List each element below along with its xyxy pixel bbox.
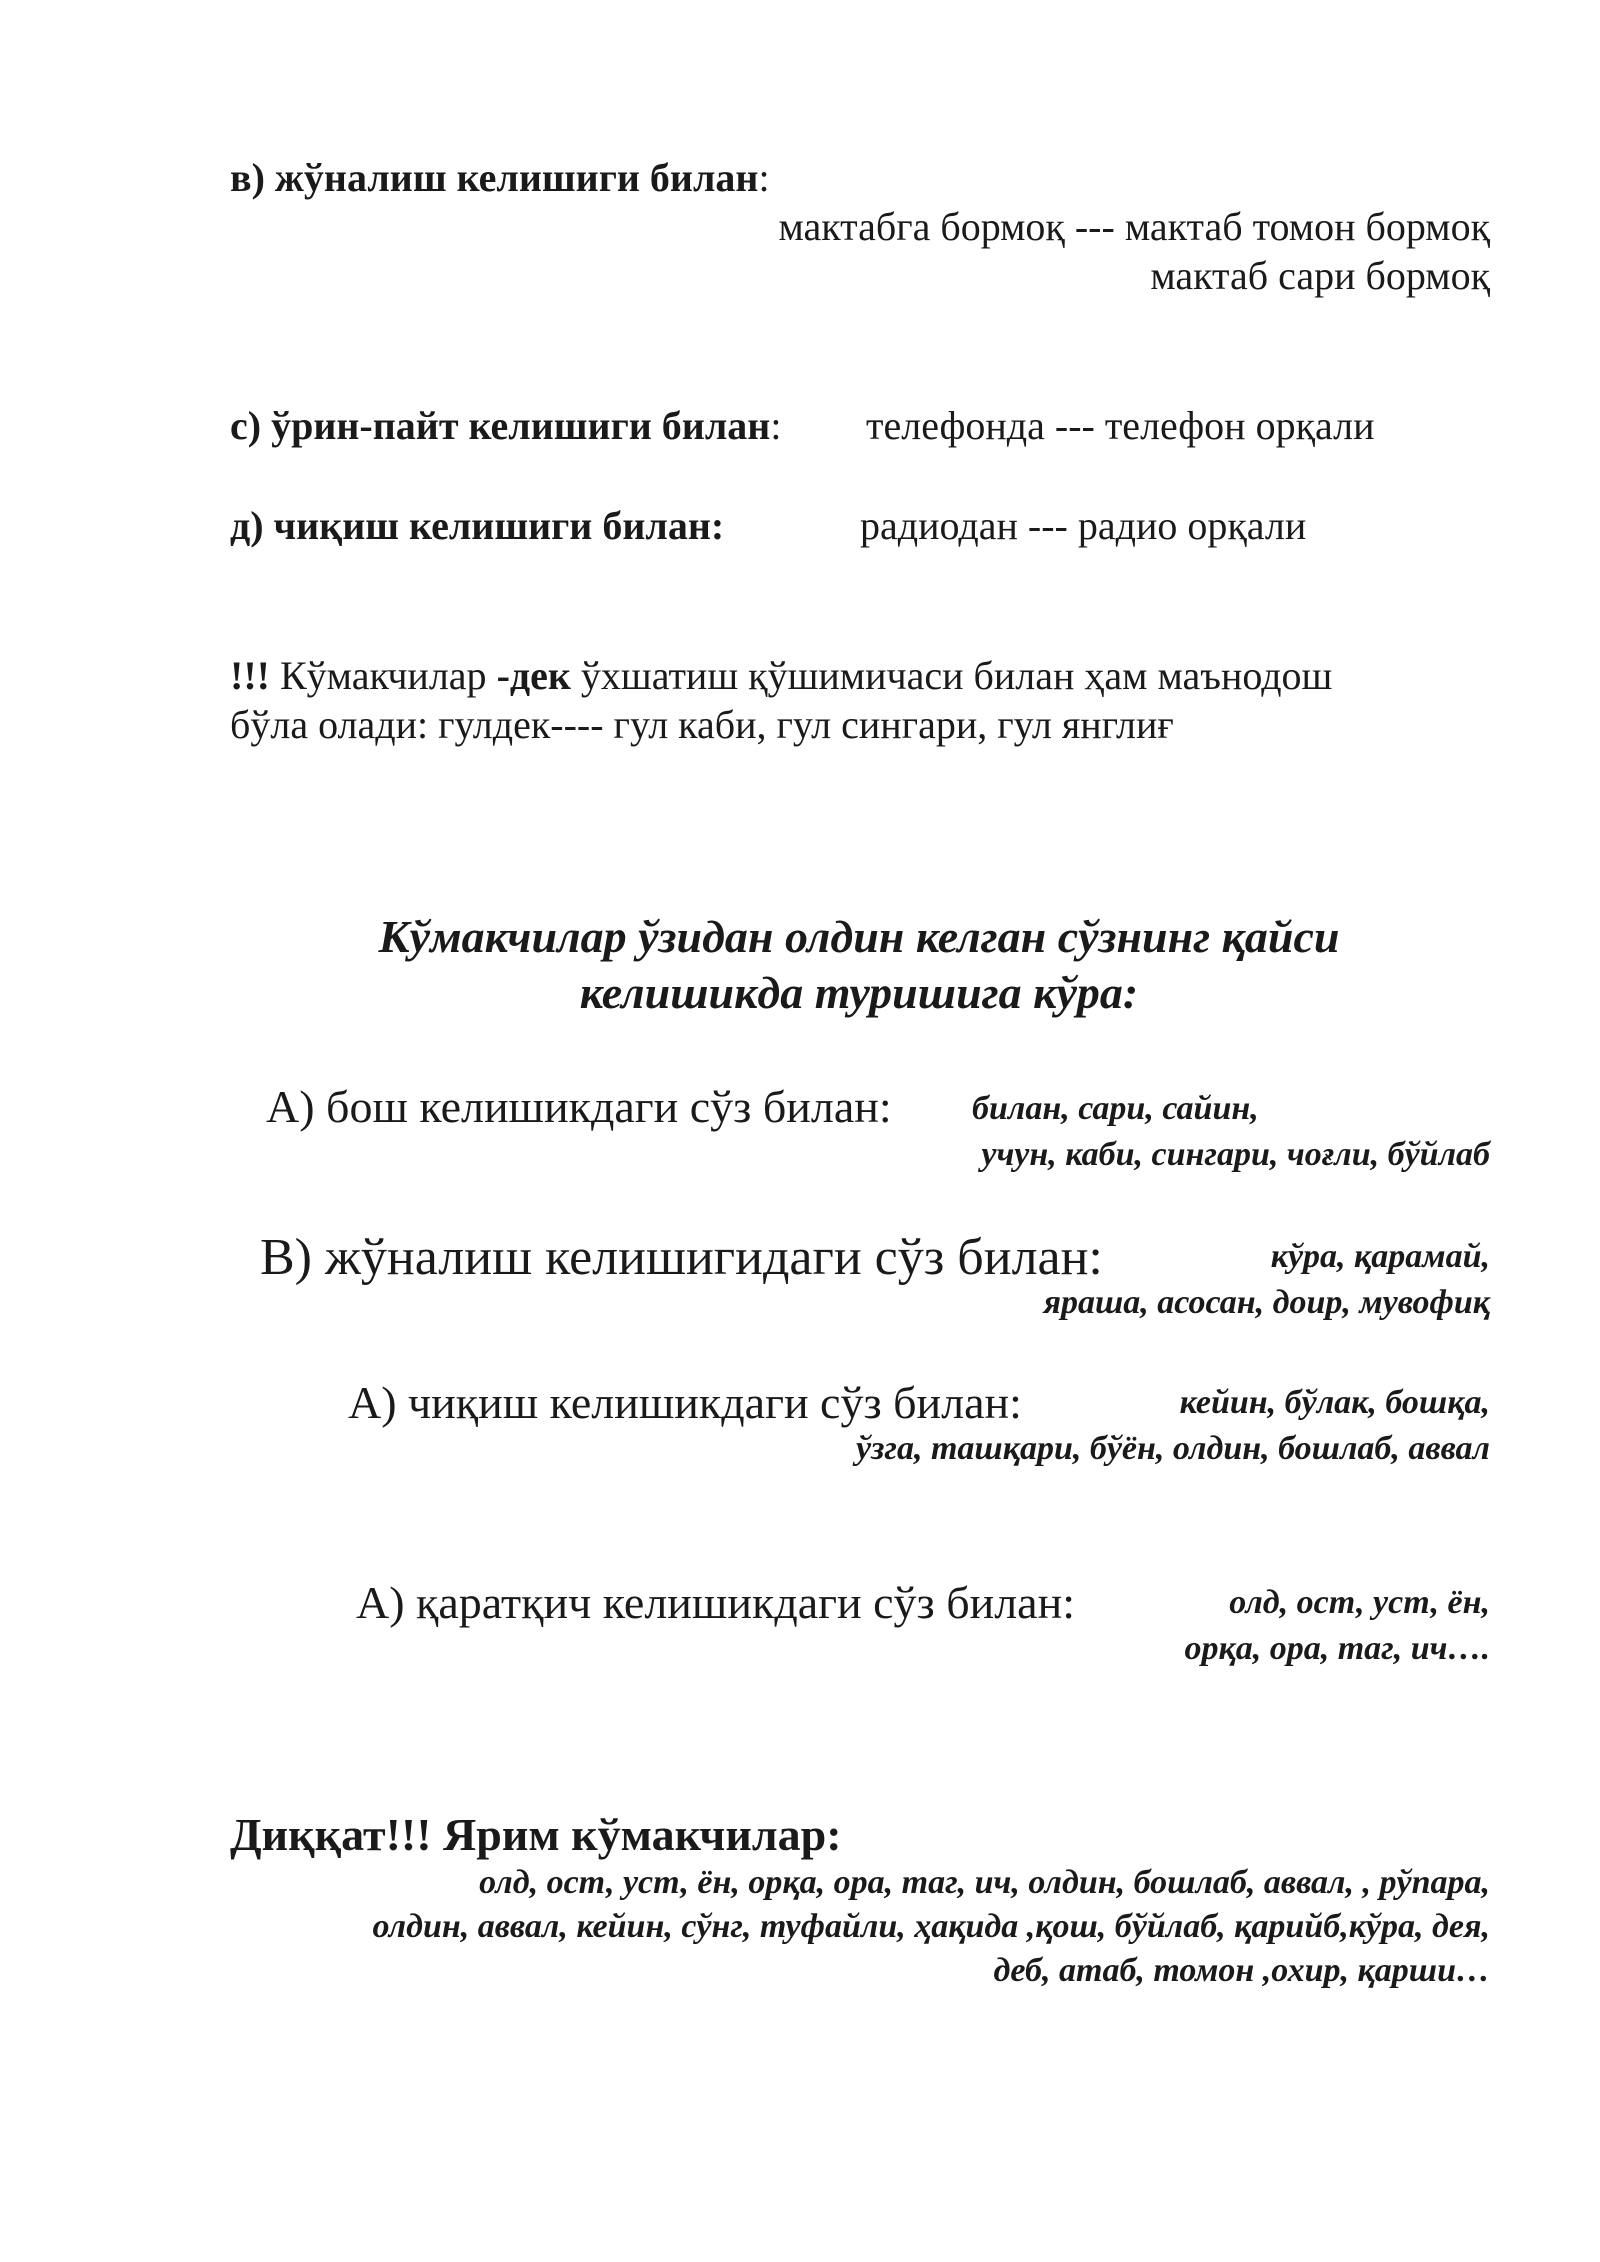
section-d-label: д) чиқиш келишиги билан: [230, 503, 725, 548]
item-3-words-line2: ўзга, ташқари, бўён, олдин, бошлаб, аввал [856, 1430, 1490, 1467]
heading-line2 [0, 966, 1600, 1019]
note-text1: Кўмакчилар [269, 653, 497, 698]
section-v-example-line1: мактабга бормоқ --- мактаб томон бормоқ [778, 204, 1490, 249]
item-2-label [260, 1228, 1103, 1287]
attention-line3: деб, атаб, томон ,охир, қарши… [993, 1952, 1490, 1989]
item-3-words-line1: кейин, бўлак, бошқа, [1179, 1384, 1490, 1421]
note-text2: ўхшатиш қўшимичаси билан ҳам маънодош [570, 653, 1333, 698]
section-v-label [230, 154, 770, 201]
section-s-label-bold: с) ўрин-пайт келишиги билан [230, 403, 771, 448]
section-v-label-bold: в) жўналиш келишиги билан [230, 155, 759, 200]
item-1-words-line1: билан, сари, сайин, [972, 1090, 1259, 1127]
section-s-label [230, 402, 781, 449]
section-s-example: телефонда --- телефон орқали [866, 403, 1375, 448]
item-1-words-line2: учун, каби, сингари, чоғли, бўйлаб [981, 1136, 1490, 1173]
attention-line1: олд, ост, уст, ён, орқа, ора, таг, ич, олдин, бошлаб, аввал, , рўпара, [479, 1864, 1490, 1901]
heading-line2-text: келишикда туришига кўра: [579, 967, 1139, 1018]
item-2-words-line1: кўра, қарамай, [1270, 1238, 1490, 1275]
item-3-label: А) чиқиш келишикдаги сўз билан: [348, 1377, 1022, 1428]
section-v-example-line2: мактаб сари бормоқ [1150, 253, 1490, 298]
attention-title: Диққат!!! Ярим кўмакчилар: [230, 1809, 842, 1860]
note-suffix: -дек [496, 653, 571, 698]
note-line1 [230, 652, 1332, 699]
note-line2: бўла олади: гулдек---- гул каби, гул сингари, гул янглиғ [230, 702, 1174, 747]
item-1-label: А) бош келишикдаги сўз билан: [266, 1081, 892, 1132]
item-2-words-line2: яраша, асосан, доир, мувофиқ [1043, 1284, 1490, 1321]
section-d-example: радиодан --- радио орқали [860, 503, 1307, 548]
item-4-words-line1: олд, ост, уст, ён, [1229, 1584, 1490, 1621]
item-4-words-line2: орқа, ора, таг, ич…. [1184, 1630, 1490, 1667]
section-s-colon: : [770, 403, 782, 448]
section-v-colon: : [758, 155, 770, 200]
note-exclamation: !!! [230, 653, 270, 698]
item-2-label-text: В) жўналиш келишигидаги сўз билан: [260, 1229, 1103, 1286]
attention-line2: олдин, аввал, кейин, сўнг, туфайли, ҳақида ,қош, бўйлаб, қарийб,кўра, дея, [372, 1908, 1490, 1945]
item-4-label: А) қаратқич келишикдаги сўз билан: [356, 1577, 1075, 1628]
heading-line1-text: Кўмакчилар ўзидан олдин келган сўзнинг қайси [378, 911, 1340, 962]
heading-line1 [0, 910, 1600, 963]
